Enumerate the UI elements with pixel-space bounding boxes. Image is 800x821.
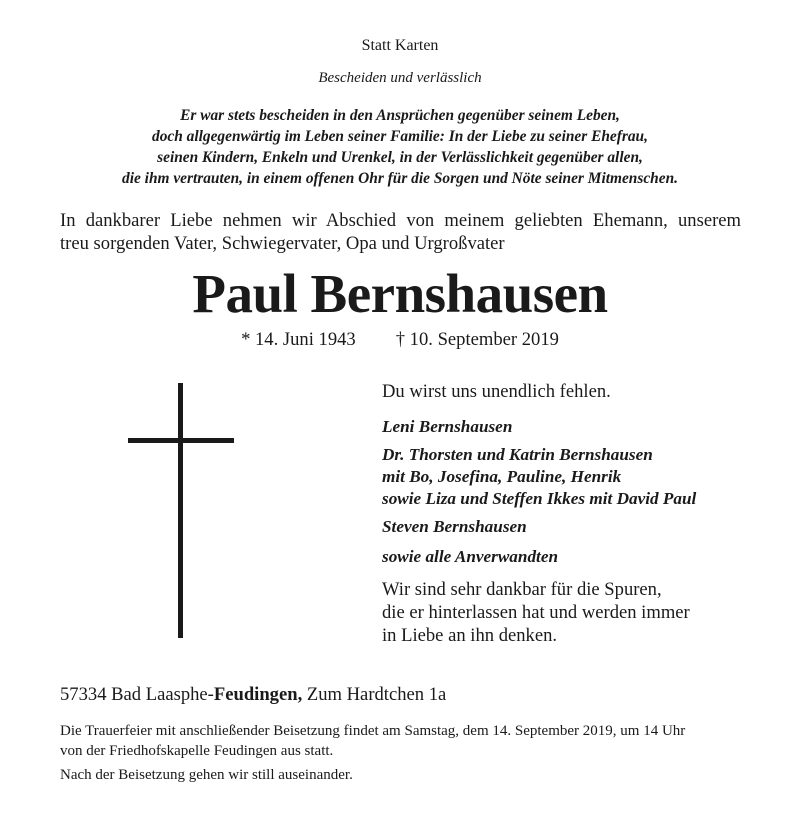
funeral-line: von der Friedhofskapelle Feudingen aus statt. <box>60 743 334 759</box>
thanks-line: in Liebe an ihn denken. <box>382 625 558 646</box>
motto-line: die ihm vertrauten, in einem offenen Ohr für die Sorgen und Nöte seiner Mitmenschen. <box>122 170 678 187</box>
after-burial-note: Nach der Beisetzung gehen wir still auseinander. <box>60 767 353 783</box>
address-street: Zum Hardtchen 1a <box>302 684 447 705</box>
statt-karten: Statt Karten <box>361 37 439 54</box>
mourner-family: mit Bo, Josefina, Pauline, Henrik <box>382 467 622 486</box>
birth-date: * 14. Juni 1943 <box>241 329 356 350</box>
motto-line: doch allgegenwärtig im Leben seiner Familie: In der Liebe zu seiner Ehefrau, <box>152 128 648 145</box>
intro-line: treu sorgenden Vater, Schwiegervater, Opa und Urgroßvater <box>60 233 505 254</box>
thanks-line: Wir sind sehr dankbar für die Spuren, <box>382 579 662 600</box>
address-town: Feudingen, <box>213 684 303 705</box>
motto-line: Er war stets bescheiden in den Ansprüchen gegenüber seinem Leben, <box>180 107 620 124</box>
thanks-line: die er hinterlassen hat und werden immer <box>382 602 690 623</box>
address-prefix: 57334 Bad Laasphe- <box>60 684 214 705</box>
motto-title: Bescheiden und verlässlich <box>318 70 482 86</box>
cross-icon <box>178 383 183 638</box>
intro-text <box>60 209 741 255</box>
mourner-son: Steven Bernshausen <box>382 517 527 536</box>
motto-text <box>0 105 800 189</box>
mourner-family: sowie Liza und Steffen Ikkes mit David Paul <box>382 489 697 508</box>
motto-line: seinen Kindern, Enkeln und Urenkel, in der Verlässlichkeit gegenüber allen, <box>157 149 643 166</box>
mourner-relatives: sowie alle Anverwandten <box>382 547 559 566</box>
thanks-text <box>382 578 690 647</box>
life-dates <box>0 329 800 351</box>
cross-icon-bar <box>128 438 234 443</box>
mourners-list <box>382 416 696 568</box>
death-date: † 10. September 2019 <box>395 329 559 350</box>
address <box>60 684 446 706</box>
mourner-family: Dr. Thorsten und Katrin Bernshausen <box>382 445 653 464</box>
funeral-info <box>60 721 750 761</box>
miss-you-text: Du wirst uns unendlich fehlen. <box>382 381 611 402</box>
intro-line: In dankbarer Liebe nehmen wir Abschied von meinem geliebten Ehemann, unserem <box>60 210 741 231</box>
funeral-line: Die Trauerfeier mit anschließender Beisetzung findet am Samstag, dem 14. September 2019, um 14 Uhr <box>60 723 686 739</box>
mourner-spouse: Leni Bernshausen <box>382 417 513 436</box>
deceased-name: Paul Bernshausen <box>192 263 608 324</box>
